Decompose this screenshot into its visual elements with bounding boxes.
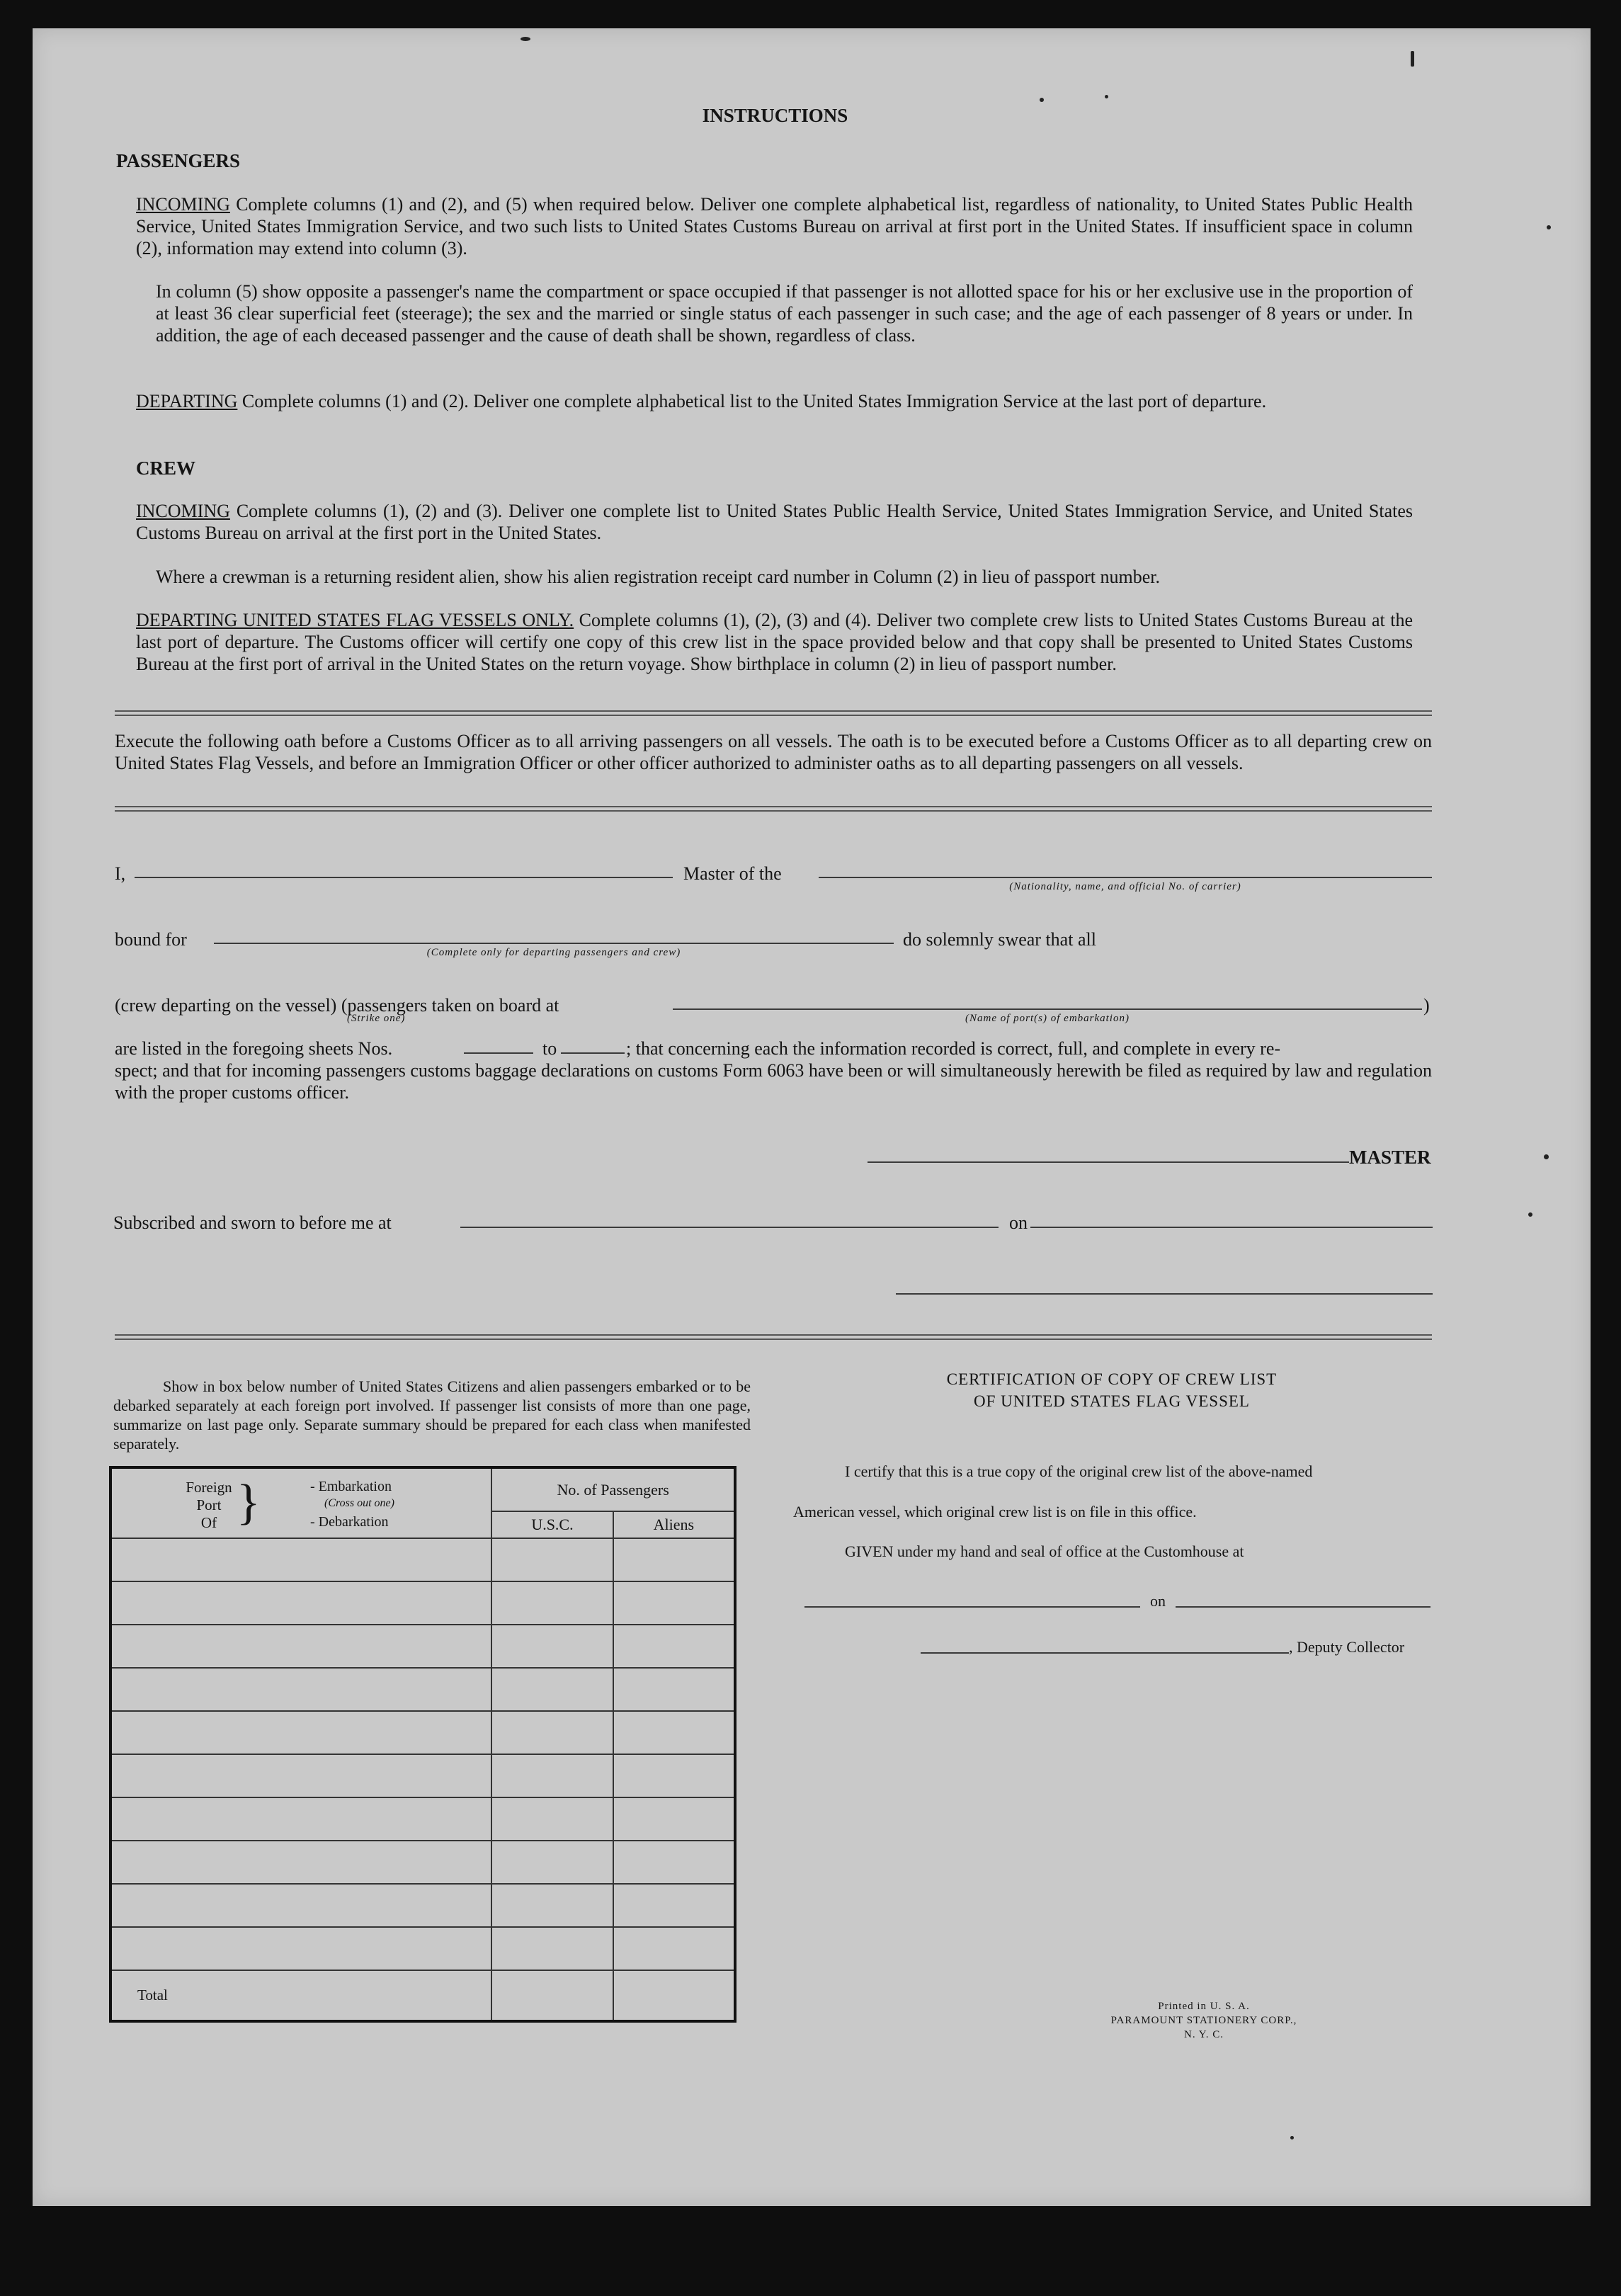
- aliens-cell[interactable]: [613, 1625, 735, 1668]
- aliens-cell[interactable]: [613, 1754, 735, 1797]
- passengers-departing-label: DEPARTING: [136, 391, 238, 411]
- listed-rest-2: spect; and that for incoming passengers customs baggage declarations on customs Form 6063 have been or will simultaneously herewith be filed as required by law and regulation with the proper customs officer.: [115, 1060, 1432, 1103]
- brace-icon: }: [237, 1475, 261, 1530]
- sworn-date-field[interactable]: [1030, 1227, 1433, 1228]
- scan-speck: [1290, 2136, 1294, 2139]
- swear-label: do solemnly swear that all: [903, 929, 1096, 950]
- port-cell[interactable]: [110, 1841, 491, 1884]
- crew-departing-text: Complete columns (1), (2), (3) and (4). Deliver two complete crew lists to United States Customs Bureau at the last port of departure. The Customs officer will certify one copy of this crew list in the space provided below and that copy shall be presented to United States Customs Bureau at the first port of arrival in the United States on the return voyage. Show birthplace in column (2) in lieu of passport number.: [136, 610, 1414, 674]
- total-usc-cell[interactable]: [491, 1970, 613, 2021]
- divider: [115, 806, 1432, 812]
- usc-cell[interactable]: [491, 1625, 613, 1668]
- divider: [115, 1334, 1432, 1340]
- passengers-departing: [136, 390, 1413, 412]
- scan-speck: [1411, 51, 1414, 67]
- bound-for-caption: (Complete only for departing passengers and crew): [426, 947, 681, 958]
- certify-line2: American vessel, which original crew list is on file in this office.: [793, 1503, 1197, 1521]
- scan-speck: [521, 37, 530, 41]
- aliens-cell[interactable]: [613, 1797, 735, 1841]
- summary-row: [110, 1538, 735, 1581]
- passengers-incoming: [136, 193, 1413, 259]
- crew-passengers-label: (crew departing on the vessel) (passengers taken on board at: [115, 995, 559, 1016]
- certification-title-line1: CERTIFICATION OF COPY OF CREW LIST: [946, 1370, 1278, 1388]
- embarkation-label: - Embarkation: [310, 1479, 392, 1494]
- deputy-collector-label: , Deputy Collector: [1289, 1638, 1405, 1656]
- aliens-cell[interactable]: [613, 1884, 735, 1927]
- sworn-on-label: on: [1009, 1212, 1028, 1233]
- usc-cell[interactable]: [491, 1884, 613, 1927]
- scan-speck: [1105, 95, 1108, 98]
- summary-row: [110, 1754, 735, 1797]
- divider: [115, 710, 1432, 716]
- port-caption: (Name of port(s) of embarkation): [965, 1013, 1130, 1024]
- master-signature-field[interactable]: [868, 1161, 1349, 1163]
- carrier-caption: (Nationality, name, and official No. of carrier): [1009, 881, 1241, 892]
- summary-rows: [110, 1538, 735, 1970]
- summary-row: [110, 1841, 735, 1884]
- usc-cell[interactable]: [491, 1581, 613, 1625]
- sworn-at-field[interactable]: [460, 1227, 999, 1228]
- crew-resident-alien: Where a crewman is a returning resident alien, show his alien registration receipt card number in Column (2) in lieu of passport number.: [156, 567, 1161, 587]
- sheet-to-field[interactable]: [561, 1052, 625, 1054]
- imprint-line2: PARAMOUNT STATIONERY CORP., N. Y. C.: [1110, 2015, 1297, 2040]
- passenger-summary-table: [109, 1466, 736, 2023]
- strike-one-caption: (Strike one): [347, 1013, 406, 1024]
- master-name-field[interactable]: [135, 877, 673, 878]
- certification-title-line2: OF UNITED STATES FLAG VESSEL: [974, 1392, 1250, 1410]
- usc-cell[interactable]: [491, 1711, 613, 1754]
- port-cell[interactable]: [110, 1668, 491, 1711]
- summary-row: [110, 1581, 735, 1625]
- master-label: MASTER: [1349, 1147, 1431, 1168]
- aliens-cell[interactable]: [613, 1538, 735, 1581]
- total-aliens-cell[interactable]: [613, 1970, 735, 2021]
- aliens-cell[interactable]: [613, 1841, 735, 1884]
- summary-row: [110, 1927, 735, 1970]
- debarkation-label: - Debarkation: [310, 1514, 389, 1530]
- aliens-cell[interactable]: [613, 1927, 735, 1970]
- usc-cell[interactable]: [491, 1754, 613, 1797]
- passengers-incoming-text: Complete columns (1) and (2), and (5) when required below. Deliver one complete alphabetical list, regardless of nationality, to United States Public Health Service, United States Immigration Service, and two such lists to United States Customs Bureau on arrival at first port in the United States. If insufficient space in column (2), information may extend into column (3).: [136, 194, 1414, 258]
- imprint-line1: Printed in U. S. A.: [1158, 2001, 1250, 2012]
- oath-i-label: I,: [115, 863, 126, 884]
- oath-instruction: Execute the following oath before a Customs Officer as to all arriving passengers on all vessels. The oath is to be executed before a Customs Officer as to all departing crew on United States Flag Vessels, and before an Immigration Officer or other officer authorized to administer oaths as to all departing passengers on all vessels.: [115, 731, 1432, 773]
- embarkation-ports-field[interactable]: [673, 1008, 1422, 1010]
- passengers-column5: In column (5) show opposite a passenger's name the compartment or space occupied if that passenger is not allotted space for his or her exclusive use in the proportion of at least 36 clear superficial feet (steerage); the sex and the married or single status of each passenger in such case; and the age of each passenger of 8 years or under. In addition, the age of each deceased passenger and the cause of death shall be shown, regardless of class.: [156, 281, 1413, 346]
- no-of-passengers-header: No. of Passengers: [491, 1467, 735, 1511]
- port-cell[interactable]: [110, 1711, 491, 1754]
- scan-speck: [1040, 98, 1044, 102]
- imprint: [1105, 1999, 1303, 2042]
- usc-cell[interactable]: [491, 1668, 613, 1711]
- certification-title: [829, 1368, 1395, 1412]
- summary-instruction: Show in box below number of United States Citizens and alien passengers embarked or to be debarked separately at each foreign port involved. If passenger list consists of more than one page, summarize on last page only. Separate summary should be prepared for each class when manifested separately.: [113, 1377, 751, 1453]
- port-cell[interactable]: [110, 1884, 491, 1927]
- given-line: GIVEN under my hand and seal of office at the Customhouse at: [845, 1542, 1244, 1560]
- foreign-label: Foreign: [186, 1479, 232, 1496]
- subscribed-label: Subscribed and sworn to before me at: [113, 1212, 392, 1233]
- page-title: INSTRUCTIONS: [702, 105, 848, 126]
- port-cell[interactable]: [110, 1538, 491, 1581]
- aliens-cell[interactable]: [613, 1581, 735, 1625]
- port-label: Port: [196, 1496, 222, 1513]
- deputy-signature-field[interactable]: [921, 1652, 1289, 1654]
- passengers-departing-text: Complete columns (1) and (2). Deliver one complete alphabetical list to the United States Immigration Service at the last port of departure.: [241, 391, 1267, 411]
- port-cell[interactable]: [110, 1927, 491, 1970]
- sheet-from-field[interactable]: [464, 1052, 533, 1054]
- carrier-field[interactable]: [819, 877, 1432, 878]
- scan-speck: [1528, 1212, 1532, 1217]
- crew-departing: [136, 609, 1413, 675]
- usc-cell[interactable]: [491, 1927, 613, 1970]
- listed-in-label: are listed in the foregoing sheets Nos.: [115, 1038, 393, 1059]
- port-cell[interactable]: [110, 1797, 491, 1841]
- crew-incoming-text: Complete columns (1), (2) and (3). Deliver one complete list to United States Public Health Service, United States Immigration Service, and United States Customs Bureau on arrival at the first port in the United States.: [136, 501, 1413, 543]
- usc-header: U.S.C.: [491, 1511, 613, 1538]
- aliens-cell[interactable]: [613, 1711, 735, 1754]
- port-header-cell: [110, 1467, 491, 1538]
- passengers-incoming-label: INCOMING: [136, 194, 230, 215]
- summary-row: [110, 1711, 735, 1754]
- summary-row: [110, 1884, 735, 1927]
- aliens-header: Aliens: [613, 1511, 735, 1538]
- usc-cell[interactable]: [491, 1841, 613, 1884]
- passengers-heading: PASSENGERS: [116, 150, 241, 171]
- cert-on-label: on: [1150, 1592, 1166, 1610]
- crew-incoming: [136, 500, 1413, 544]
- master-of-the-label: Master of the: [683, 863, 782, 884]
- usc-cell[interactable]: [491, 1797, 613, 1841]
- total-label: Total: [110, 1970, 491, 2021]
- scan-speck: [1547, 225, 1551, 229]
- cross-out-one-label: (Cross out one): [324, 1497, 394, 1509]
- scan-speck: [1544, 1154, 1549, 1159]
- of-label: Of: [200, 1514, 217, 1531]
- usc-cell[interactable]: [491, 1538, 613, 1581]
- customhouse-field[interactable]: [804, 1606, 1140, 1608]
- officer-signature-field[interactable]: [896, 1293, 1433, 1295]
- summary-row: [110, 1668, 735, 1711]
- crew-heading: CREW: [136, 458, 196, 479]
- to-label: to: [542, 1038, 557, 1059]
- bound-for-field[interactable]: [214, 943, 894, 944]
- crew-incoming-label: INCOMING: [136, 501, 230, 521]
- aliens-cell[interactable]: [613, 1668, 735, 1711]
- cert-date-field[interactable]: [1176, 1606, 1431, 1608]
- close-paren: ): [1423, 995, 1430, 1016]
- listed-rest-1: ; that concerning each the information recorded is correct, full, and complete in every re-: [626, 1038, 1281, 1059]
- certify-line1: I certify that this is a true copy of the original crew list of the above-named: [845, 1462, 1313, 1480]
- bound-for-label: bound for: [115, 929, 187, 950]
- summary-row: [110, 1797, 735, 1841]
- port-cell[interactable]: [110, 1625, 491, 1668]
- crew-departing-label: DEPARTING UNITED STATES FLAG VESSELS ONLY.: [136, 610, 574, 630]
- port-cell[interactable]: [110, 1754, 491, 1797]
- summary-row: [110, 1625, 735, 1668]
- port-cell[interactable]: [110, 1581, 491, 1625]
